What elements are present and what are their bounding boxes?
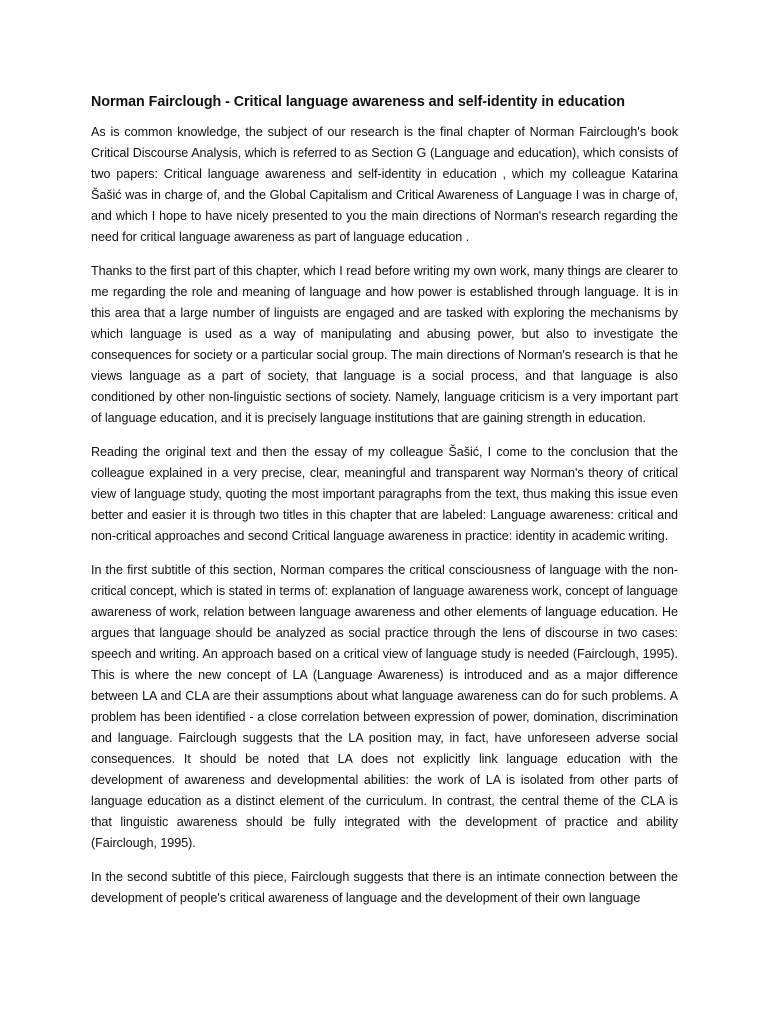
paragraph-intro: As is common knowledge, the subject of our research is the final chapter of Norman Fairclough's book Critical Discourse Analysis, which is referred to as Section G (Language and education), which consists of two papers: Critical language awareness and self-identity in education , which my colleague Katarina Šašić was in charge of, and the Global Capitalism and Critical Awareness of Language I was in charge of, and which I hope to have nicely presented to you the main directions of Norman's research regarding the need for critical language awareness as part of language education .	[91, 125, 678, 244]
paragraph-reading: Reading the original text and then the essay of my colleague Šašić, I come to the conclusion that the colleague explained in a very precise, clear, meaningful and transparent way Norman's theory of critical view of language study, quoting the most important paragraphs from the text, thus making this issue even better and easier it is through two titles in this chapter that are labeled: Language awareness: critical and non-critical approaches and second Critical language awareness in practice: identity in academic writing.	[91, 445, 678, 543]
document-body	[91, 92, 678, 922]
paragraph-first-subtitle: In the first subtitle of this section, Norman compares the critical consciousness of language with the non-critical concept, which is stated in terms of: explanation of language awareness work, concept of language awareness of work, relation between language awareness and other elements of language education. He argues that language should be analyzed as social practice through the lens of discourse in two cases: speech and writing. An approach based on a critical view of language study is needed (Fairclough, 1995). This is where the new concept of LA (Language Awareness) is introduced and as a major difference between LA and CLA are their assumptions about what language awareness can do for such problems. A problem has been identified - a close correlation between expression of power, domination, discrimination and language. Fairclough suggests that the LA position may, in fact, have unforeseen adverse social consequences. It should be noted that LA does not explicitly link language education with the development of awareness and developmental abilities: the work of LA is isolated from other parts of language education as a distinct element of the curriculum. In contrast, the central theme of the CLA is that linguistic awareness should be fully integrated with the development of practice and ability (Fairclough, 1995).	[91, 563, 678, 850]
document-title: Norman Fairclough - Critical language awareness and self-identity in education	[91, 94, 625, 110]
paragraph-first-part: Thanks to the first part of this chapter, which I read before writing my own work, many things are clearer to me regarding the role and meaning of language and how power is established through language. It is in this area that a large number of linguists are engaged and are tasked with exploring the mechanisms by which language is used as a way of manipulating and abusing power, but also to investigate the consequences for society or a particular social group. The main directions of Norman's research is that he views language as a part of society, that language is a social process, and that language is also conditioned by other non-linguistic sections of society. Namely, language criticism is a very important part of language education, and it is precisely language institutions that are gaining strength in education.	[91, 264, 678, 425]
paragraph-second-subtitle: In the second subtitle of this piece, Fairclough suggests that there is an intimate connection between the development of people's critical awareness of language and the development of their own language	[91, 870, 678, 905]
